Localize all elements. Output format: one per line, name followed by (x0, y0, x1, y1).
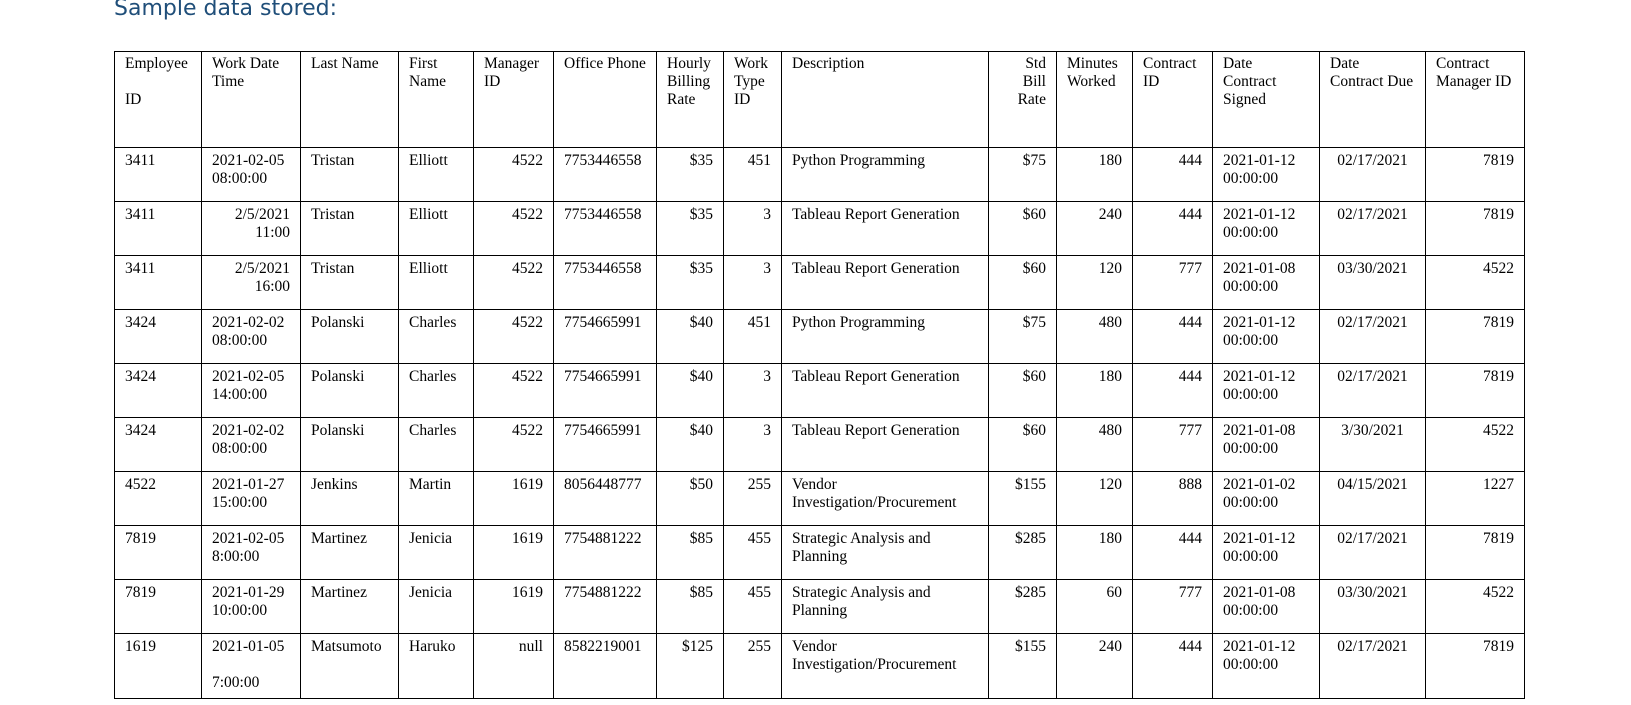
cell-minutes-worked: 480 (1057, 310, 1133, 364)
cell-manager-id: 4522 (474, 148, 554, 202)
cell-date-contract-due: 3/30/2021 (1320, 418, 1426, 472)
cell-description: Tableau Report Generation (782, 364, 989, 418)
cell-description: Tableau Report Generation (782, 202, 989, 256)
cell-contract-id: 777 (1133, 418, 1213, 472)
cell-employee-id: 7819 (115, 526, 202, 580)
cell-last-name: Polanski (301, 418, 399, 472)
cell-office-phone: 7753446558 (554, 256, 657, 310)
cell-contract-id: 444 (1133, 202, 1213, 256)
cell-work-type-id: 255 (724, 472, 782, 526)
cell-std-bill-rate: $285 (989, 526, 1057, 580)
cell-contract-id: 777 (1133, 256, 1213, 310)
header-row (115, 52, 1525, 148)
cell-work-type-id: 255 (724, 634, 782, 699)
cell-std-bill-rate: $60 (989, 256, 1057, 310)
table-row (115, 580, 1525, 634)
cell-manager-id: 1619 (474, 472, 554, 526)
cell-work-type-id: 455 (724, 580, 782, 634)
cell-minutes-worked: 120 (1057, 472, 1133, 526)
cell-minutes-worked: 120 (1057, 256, 1133, 310)
cell-work-date-time: 2021-02-05 08:00:00 (202, 148, 301, 202)
cell-date-contract-signed: 2021-01-08 00:00:00 (1213, 580, 1320, 634)
cell-last-name: Matsumoto (301, 634, 399, 699)
cell-date-contract-signed: 2021-01-08 00:00:00 (1213, 256, 1320, 310)
cell-work-date-time: 2021-01-05 7:00:00 (202, 634, 301, 699)
cell-office-phone: 7754665991 (554, 364, 657, 418)
col-std-bill-rate: Std Bill Rate (989, 52, 1057, 148)
cell-date-contract-signed: 2021-01-12 00:00:00 (1213, 148, 1320, 202)
cell-minutes-worked: 240 (1057, 202, 1133, 256)
cell-std-bill-rate: $155 (989, 634, 1057, 699)
cell-date-contract-due: 02/17/2021 (1320, 202, 1426, 256)
cell-date-contract-signed: 2021-01-12 00:00:00 (1213, 364, 1320, 418)
cell-first-name: Charles (399, 364, 474, 418)
sample-data-table (114, 51, 1525, 699)
cell-work-date-time: 2021-02-02 08:00:00 (202, 310, 301, 364)
cell-description: Tableau Report Generation (782, 418, 989, 472)
cell-date-contract-signed: 2021-01-12 00:00:00 (1213, 310, 1320, 364)
cell-last-name: Tristan (301, 148, 399, 202)
cell-manager-id: 4522 (474, 364, 554, 418)
cell-description: Tableau Report Generation (782, 256, 989, 310)
cell-date-contract-due: 02/17/2021 (1320, 634, 1426, 699)
cell-manager-id: 4522 (474, 202, 554, 256)
cell-date-contract-signed: 2021-01-12 00:00:00 (1213, 634, 1320, 699)
cell-contract-manager-id: 4522 (1426, 580, 1525, 634)
col-manager-id: Manager ID (474, 52, 554, 148)
table-row (115, 202, 1525, 256)
cell-contract-manager-id: 7819 (1426, 364, 1525, 418)
cell-employee-id: 3424 (115, 310, 202, 364)
cell-contract-id: 444 (1133, 148, 1213, 202)
cell-employee-id: 3424 (115, 364, 202, 418)
cell-work-date-time: 2021-02-05 8:00:00 (202, 526, 301, 580)
cell-description: Strategic Analysis and Planning (782, 580, 989, 634)
cell-first-name: Charles (399, 418, 474, 472)
cell-work-type-id: 3 (724, 202, 782, 256)
table-row (115, 148, 1525, 202)
cell-first-name: Elliott (399, 148, 474, 202)
cell-first-name: Elliott (399, 202, 474, 256)
cell-hourly-billing-rate: $35 (657, 148, 724, 202)
cell-last-name: Martinez (301, 580, 399, 634)
table-row (115, 364, 1525, 418)
table-row (115, 526, 1525, 580)
col-date-contract-signed: Date Contract Signed (1213, 52, 1320, 148)
cell-description: Python Programming (782, 310, 989, 364)
cell-contract-id: 444 (1133, 634, 1213, 699)
cell-minutes-worked: 180 (1057, 364, 1133, 418)
cell-work-date-time: 2/5/2021 11:00 (202, 202, 301, 256)
cell-description: Vendor Investigation/Procurement (782, 472, 989, 526)
col-work-date-time: Work Date Time (202, 52, 301, 148)
cell-contract-manager-id: 4522 (1426, 256, 1525, 310)
cell-work-type-id: 3 (724, 256, 782, 310)
cell-first-name: Elliott (399, 256, 474, 310)
cell-work-type-id: 451 (724, 310, 782, 364)
cell-contract-manager-id: 1227 (1426, 472, 1525, 526)
table-row (115, 634, 1525, 699)
cell-hourly-billing-rate: $40 (657, 310, 724, 364)
cell-manager-id: 1619 (474, 580, 554, 634)
cell-hourly-billing-rate: $85 (657, 580, 724, 634)
cell-contract-id: 777 (1133, 580, 1213, 634)
cell-work-type-id: 451 (724, 148, 782, 202)
cell-office-phone: 7754665991 (554, 310, 657, 364)
cell-employee-id: 3411 (115, 202, 202, 256)
cell-office-phone: 8582219001 (554, 634, 657, 699)
cell-date-contract-signed: 2021-01-08 00:00:00 (1213, 418, 1320, 472)
cell-employee-id: 7819 (115, 580, 202, 634)
cell-office-phone: 7754881222 (554, 580, 657, 634)
cell-contract-id: 444 (1133, 310, 1213, 364)
cell-employee-id: 4522 (115, 472, 202, 526)
col-office-phone: Office Phone (554, 52, 657, 148)
cell-std-bill-rate: $60 (989, 202, 1057, 256)
cell-minutes-worked: 180 (1057, 526, 1133, 580)
cell-hourly-billing-rate: $50 (657, 472, 724, 526)
cell-std-bill-rate: $60 (989, 364, 1057, 418)
cell-contract-id: 444 (1133, 526, 1213, 580)
cell-last-name: Tristan (301, 256, 399, 310)
cell-manager-id: 4522 (474, 418, 554, 472)
cell-contract-manager-id: 7819 (1426, 310, 1525, 364)
cell-work-date-time: 2021-02-05 14:00:00 (202, 364, 301, 418)
cell-date-contract-due: 03/30/2021 (1320, 256, 1426, 310)
cell-hourly-billing-rate: $35 (657, 202, 724, 256)
cell-hourly-billing-rate: $85 (657, 526, 724, 580)
cell-office-phone: 7754665991 (554, 418, 657, 472)
col-last-name: Last Name (301, 52, 399, 148)
cell-date-contract-signed: 2021-01-02 00:00:00 (1213, 472, 1320, 526)
cell-hourly-billing-rate: $35 (657, 256, 724, 310)
cell-manager-id: null (474, 634, 554, 699)
cell-office-phone: 8056448777 (554, 472, 657, 526)
cell-first-name: Haruko (399, 634, 474, 699)
cell-employee-id: 3424 (115, 418, 202, 472)
cell-employee-id: 3411 (115, 148, 202, 202)
cell-work-date-time: 2021-01-29 10:00:00 (202, 580, 301, 634)
table-row (115, 418, 1525, 472)
cell-date-contract-due: 02/17/2021 (1320, 148, 1426, 202)
cell-contract-id: 888 (1133, 472, 1213, 526)
cell-date-contract-due: 03/30/2021 (1320, 580, 1426, 634)
cell-date-contract-due: 02/17/2021 (1320, 526, 1426, 580)
cell-date-contract-signed: 2021-01-12 00:00:00 (1213, 202, 1320, 256)
cell-first-name: Charles (399, 310, 474, 364)
table-row (115, 472, 1525, 526)
cell-contract-manager-id: 7819 (1426, 148, 1525, 202)
cell-contract-id: 444 (1133, 364, 1213, 418)
cell-work-type-id: 455 (724, 526, 782, 580)
cell-last-name: Polanski (301, 364, 399, 418)
cell-contract-manager-id: 7819 (1426, 526, 1525, 580)
cell-date-contract-signed: 2021-01-12 00:00:00 (1213, 526, 1320, 580)
cell-hourly-billing-rate: $40 (657, 364, 724, 418)
cell-office-phone: 7754881222 (554, 526, 657, 580)
cell-office-phone: 7753446558 (554, 148, 657, 202)
cell-std-bill-rate: $60 (989, 418, 1057, 472)
col-description: Description (782, 52, 989, 148)
cell-office-phone: 7753446558 (554, 202, 657, 256)
col-date-contract-due: Date Contract Due (1320, 52, 1426, 148)
col-contract-manager-id: Contract Manager ID (1426, 52, 1525, 148)
cell-work-type-id: 3 (724, 418, 782, 472)
cell-std-bill-rate: $285 (989, 580, 1057, 634)
cell-date-contract-due: 02/17/2021 (1320, 310, 1426, 364)
cell-last-name: Martinez (301, 526, 399, 580)
cell-std-bill-rate: $155 (989, 472, 1057, 526)
cell-last-name: Polanski (301, 310, 399, 364)
section-heading: Sample data stored: (114, 0, 338, 21)
cell-first-name: Jenicia (399, 526, 474, 580)
table-row (115, 256, 1525, 310)
cell-work-date-time: 2021-02-02 08:00:00 (202, 418, 301, 472)
cell-last-name: Tristan (301, 202, 399, 256)
col-employee-id: Employee ID (115, 52, 202, 148)
cell-description: Vendor Investigation/Procurement (782, 634, 989, 699)
cell-manager-id: 4522 (474, 310, 554, 364)
cell-hourly-billing-rate: $40 (657, 418, 724, 472)
cell-work-date-time: 2/5/2021 16:00 (202, 256, 301, 310)
col-hourly-billing-rate: Hourly Billing Rate (657, 52, 724, 148)
cell-first-name: Jenicia (399, 580, 474, 634)
cell-date-contract-due: 02/17/2021 (1320, 364, 1426, 418)
cell-description: Python Programming (782, 148, 989, 202)
cell-description: Strategic Analysis and Planning (782, 526, 989, 580)
cell-last-name: Jenkins (301, 472, 399, 526)
table-row (115, 310, 1525, 364)
cell-contract-manager-id: 7819 (1426, 202, 1525, 256)
cell-date-contract-due: 04/15/2021 (1320, 472, 1426, 526)
cell-std-bill-rate: $75 (989, 148, 1057, 202)
cell-employee-id: 3411 (115, 256, 202, 310)
cell-contract-manager-id: 4522 (1426, 418, 1525, 472)
cell-minutes-worked: 60 (1057, 580, 1133, 634)
cell-manager-id: 1619 (474, 526, 554, 580)
col-work-type-id: Work Type ID (724, 52, 782, 148)
cell-first-name: Martin (399, 472, 474, 526)
cell-minutes-worked: 180 (1057, 148, 1133, 202)
col-minutes-worked: Minutes Worked (1057, 52, 1133, 148)
cell-contract-manager-id: 7819 (1426, 634, 1525, 699)
cell-hourly-billing-rate: $125 (657, 634, 724, 699)
cell-std-bill-rate: $75 (989, 310, 1057, 364)
cell-manager-id: 4522 (474, 256, 554, 310)
cell-work-date-time: 2021-01-27 15:00:00 (202, 472, 301, 526)
cell-minutes-worked: 480 (1057, 418, 1133, 472)
cell-employee-id: 1619 (115, 634, 202, 699)
col-first-name: First Name (399, 52, 474, 148)
cell-minutes-worked: 240 (1057, 634, 1133, 699)
col-contract-id: Contract ID (1133, 52, 1213, 148)
cell-work-type-id: 3 (724, 364, 782, 418)
